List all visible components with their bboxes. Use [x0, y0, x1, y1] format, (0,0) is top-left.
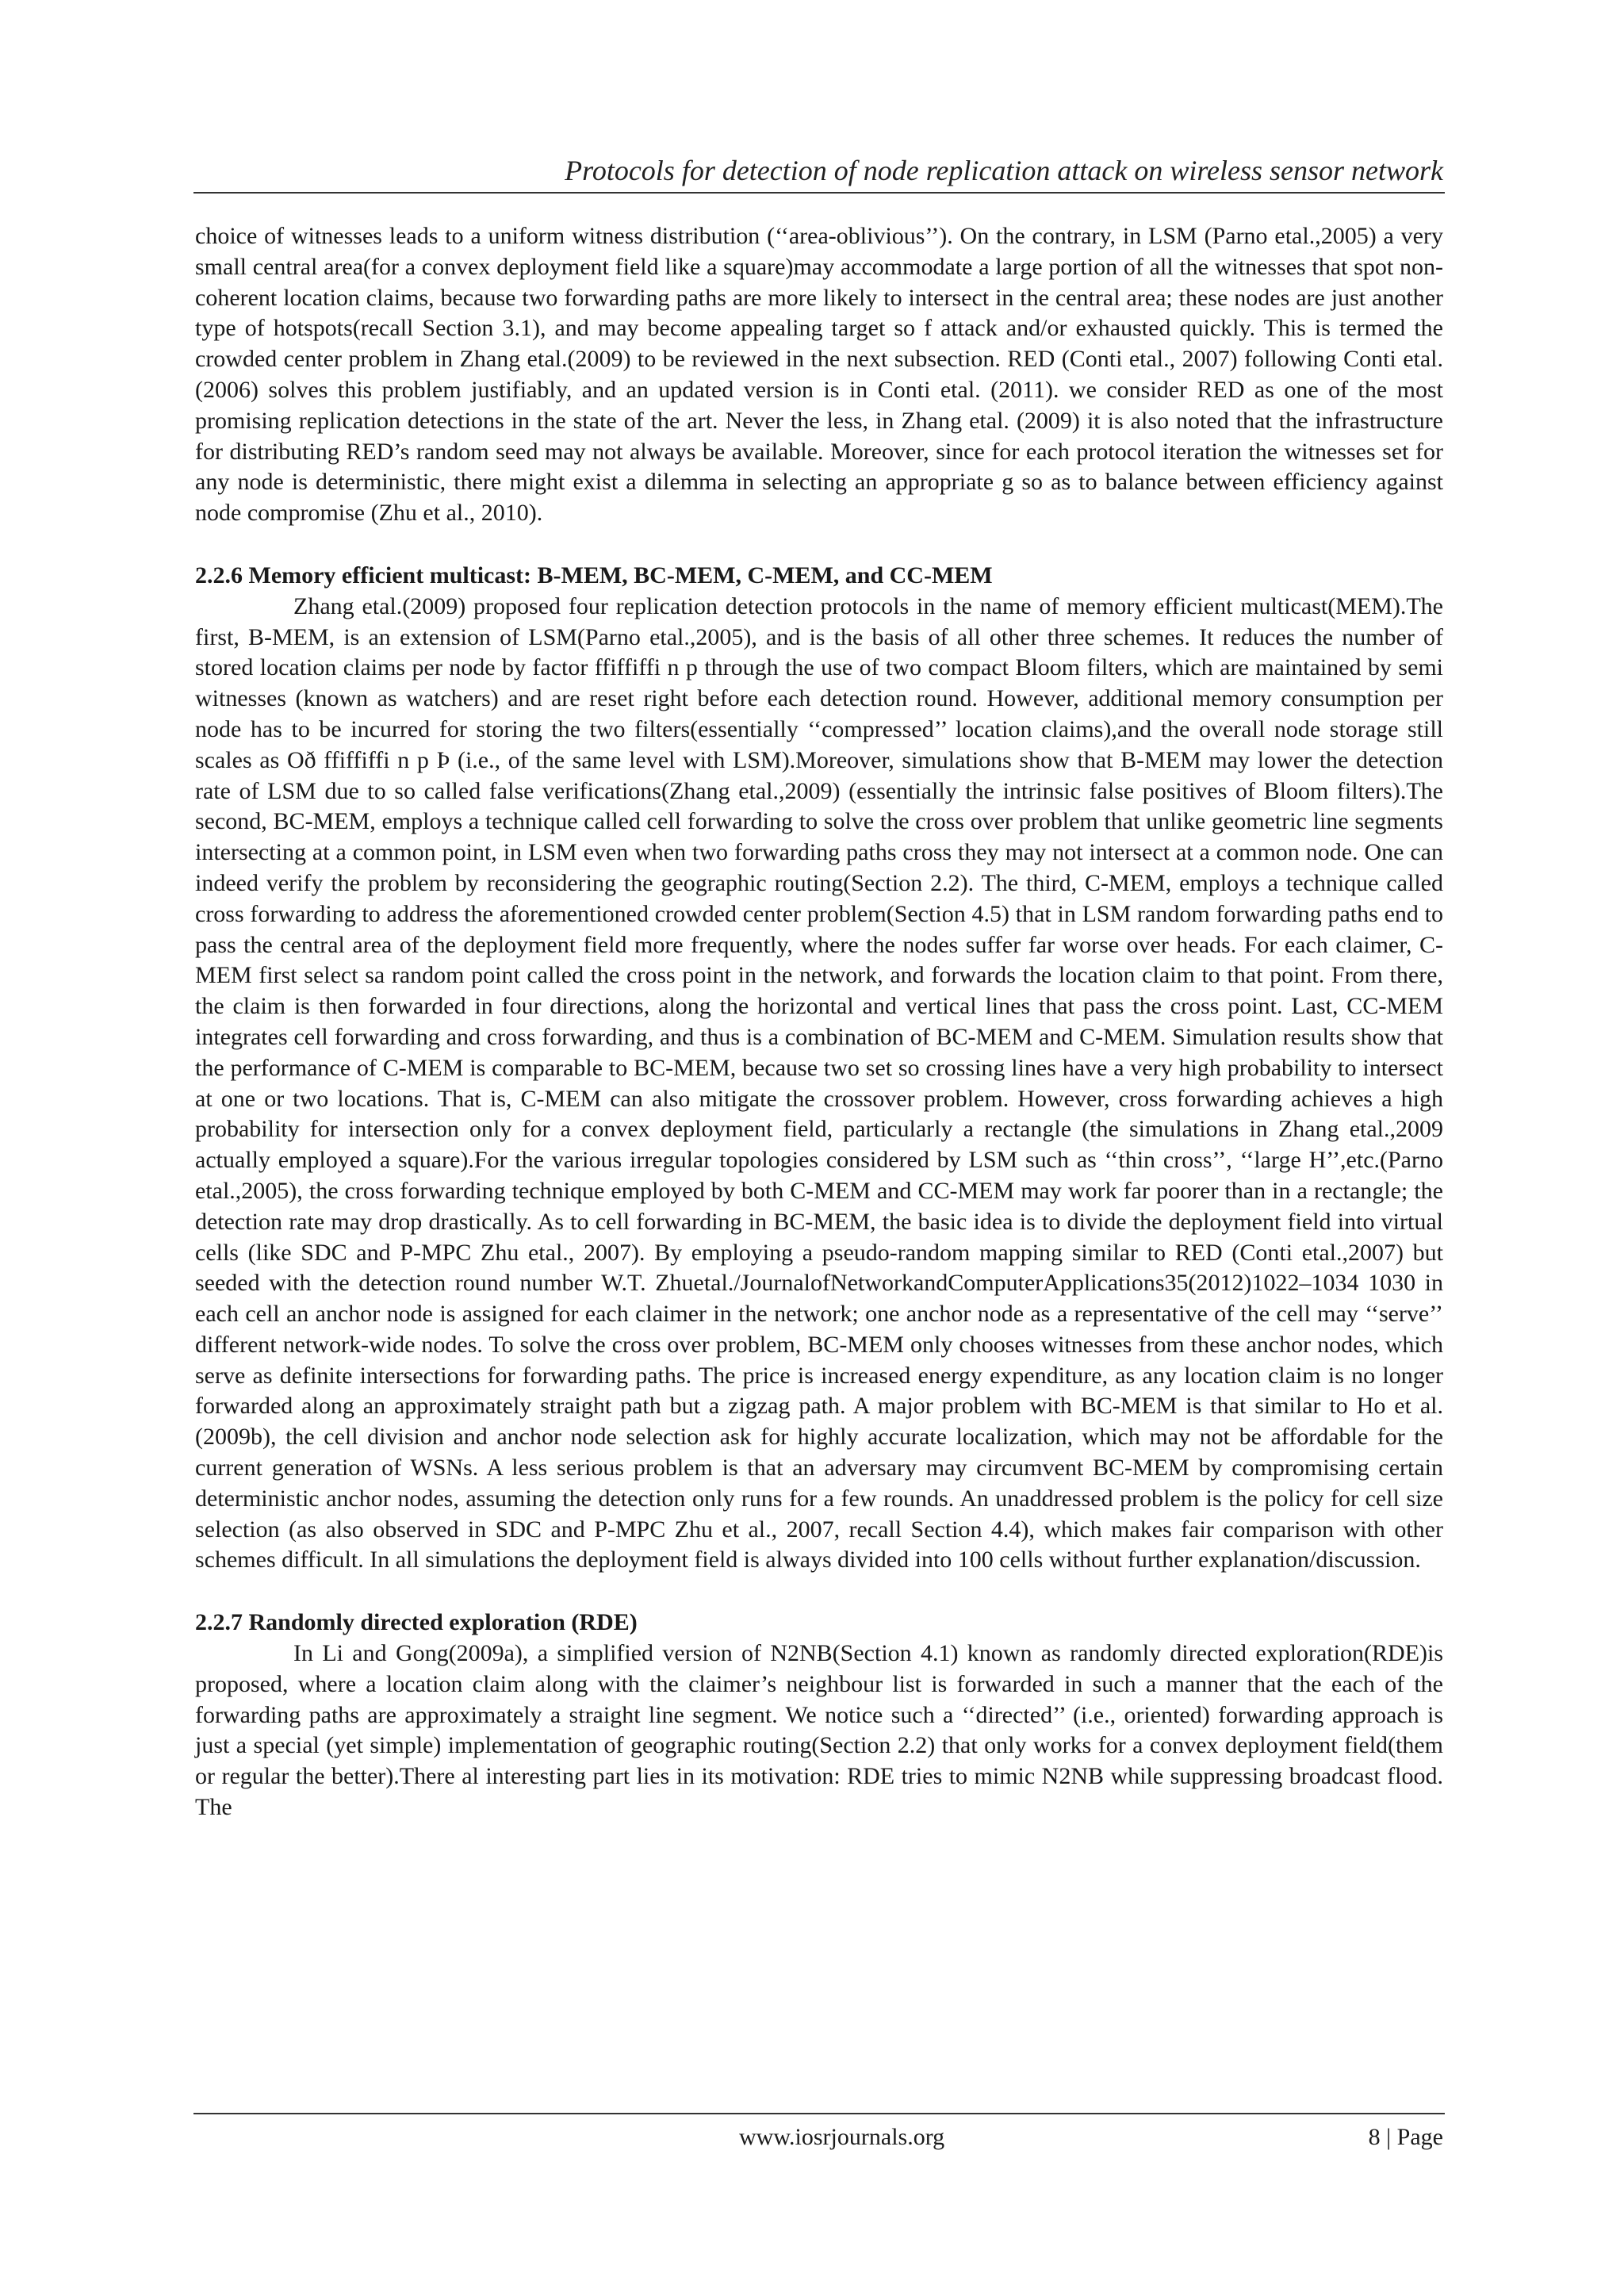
- section-heading-2-2-6: 2.2.6 Memory efficient multicast: B-MEM, BC-MEM, C-MEM, and CC-MEM: [195, 562, 993, 588]
- body-text: [195, 221, 1443, 1823]
- footer-rule: [193, 2113, 1445, 2114]
- page-number: 8 | Page: [1368, 2124, 1443, 2150]
- paragraph-rde: In Li and Gong(2009a), a simplified version of N2NB(Section 4.1) known as randomly directed exploration(RDE)is proposed, where a location claim along with the claimer’s neighbour list is forwarded in such a manner that the each of the forwarding paths are approximately a straight line segment. We notice such a ‘‘directed’’ (i.e., oriented) forwarding approach is just a special (yet simple) implementation of geographic routing(Section 2.2) that only works for a convex deployment field(them or regular the better).There al interesting part lies in its motivation: RDE tries to mimic N2NB while suppressing broadcast flood. The: [195, 1640, 1443, 1821]
- header-rule: [193, 192, 1445, 194]
- paragraph-witness-distribution: choice of witnesses leads to a uniform witness distribution (‘‘area-oblivious’’). On the contrary, in LSM (Parno etal.,2005) a very small central area(for a convex deployment field like a square)may accommodate a large portion of all the witnesses that spot non-coherent location claims, because two forwarding paths are more likely to intersect in the central area; these nodes are just another type of hotspots(recall Section 3.1), and may become appealing target so f attack and/or exhausted quickly. This is termed the crowded center problem in Zhang etal.(2009) to be reviewed in the next subsection. RED (Conti etal., 2007) following Conti etal.(2006) solves this problem justifiably, and an updated version is in Conti etal. (2011). we consider RED as one of the most promising replication detections in the state of the art. Never the less, in Zhang etal. (2009) it is also noted that the infrastructure for distributing RED’s random seed may not always be available. Moreover, since for each protocol iteration the witnesses set for any node is deterministic, there might exist a dilemma in selecting an appropriate g so as to balance between efficiency against node compromise (Zhu et al., 2010).: [195, 223, 1443, 527]
- section-gap: [195, 1576, 1443, 1608]
- section-gap: [195, 529, 1443, 561]
- running-title: Protocols for detection of node replication attack on wireless sensor network: [565, 155, 1443, 186]
- paragraph-mem: Zhang etal.(2009) proposed four replication detection protocols in the name of memory efficient multicast(MEM).The first, B-MEM, is an extension of LSM(Parno etal.,2005), and is the basis of all other three schemes. It reduces the number of stored location claims per node by factor ffiffiffi n p through the use of two compact Bloom filters, which are maintained by semi witnesses (known as watchers) and are reset right before each detection round. However, additional memory consumption per node has to be incurred for storing the two filters(essentially ‘‘compressed’’ location claims),and the overall node storage still scales as Oð ffiffiffi n p Þ (i.e., of the same level with LSM).Moreover, simulations show that B-MEM may lower the detection rate of LSM due to so called false verifications(Zhang etal.,2009) (essentially the intrinsic false positives of Bloom filters).The second, BC-MEM, employs a technique called cell forwarding to solve the cross over problem that unlike geometric line segments intersecting at a common point, in LSM even when two forwarding paths cross they may not intersect at a common node. One can indeed verify the problem by reconsidering the geographic routing(Section 2.2). The third, C-MEM, employs a technique called cross forwarding to address the aforementioned crowded center problem(Section 4.5) that in LSM random forwarding paths end to pass the central area of the deployment field more frequently, where the nodes suffer far worse over heads. For each claimer, C-MEM first select sa random point called the cross point in the network, and forwards the location claim to that point. From there, the claim is then forwarded in four directions, along the horizontal and vertical lines that pass the cross point. Last, CC-MEM integrates cell forwarding and cross forwarding, and thus is a combination of BC-MEM and C-MEM. Simulation results show that the performance of C-MEM is comparable to BC-MEM, because two set so crossing lines have a very high probability to intersect at one or two locations. That is, C-MEM can also mitigate the crossover problem. However, cross forwarding achieves a high probability for intersection only for a convex deployment field, particularly a rectangle (the simulations in Zhang etal.,2009 actually employed a square).For the various irregular topologies considered by LSM such as ‘‘thin cross’’, ‘‘large H’’,etc.(Parno etal.,2005), the cross forwarding technique employed by both C-MEM and CC-MEM may work far poorer than in a rectangle; the detection rate may drop drastically. As to cell forwarding in BC-MEM, the basic idea is to divide the deployment field into virtual cells (like SDC and P-MPC Zhu etal., 2007). By employing a pseudo-random mapping similar to RED (Conti etal.,2007) but seeded with the detection round number W.T. Zhuetal./JournalofNetworkandComputerApplications35(2012)1022–1034 1030 in each cell an anchor node is assigned for each claimer in the network; one anchor node as a representative of the cell may ‘‘serve’’ different network-wide nodes. To solve the cross over problem, BC-MEM only chooses witnesses from these anchor nodes, which serve as definite intersections for forwarding paths. The price is increased energy expenditure, as any location claim is no longer forwarded along an approximately straight path but a zigzag path. A major problem with BC-MEM is that similar to Ho et al. (2009b), the cell division and anchor node selection ask for highly accurate localization, which may not be affordable for the current generation of WSNs. A less serious problem is that an adversary may circumvent BC-MEM by compromising certain deterministic anchor nodes, assuming the detection only runs for a few rounds. An unaddressed problem is the policy for cell size selection (as also observed in SDC and P-MPC Zhu et al., 2007, recall Section 4.4), which makes fair comparison with other schemes difficult. In all simulations the deployment field is always divided into 100 cells without further explanation/discussion.: [195, 592, 1443, 1573]
- journal-url[interactable]: www.iosrjournals.org: [739, 2124, 945, 2150]
- section-heading-2-2-7: 2.2.7 Randomly directed exploration (RDE): [195, 1609, 638, 1636]
